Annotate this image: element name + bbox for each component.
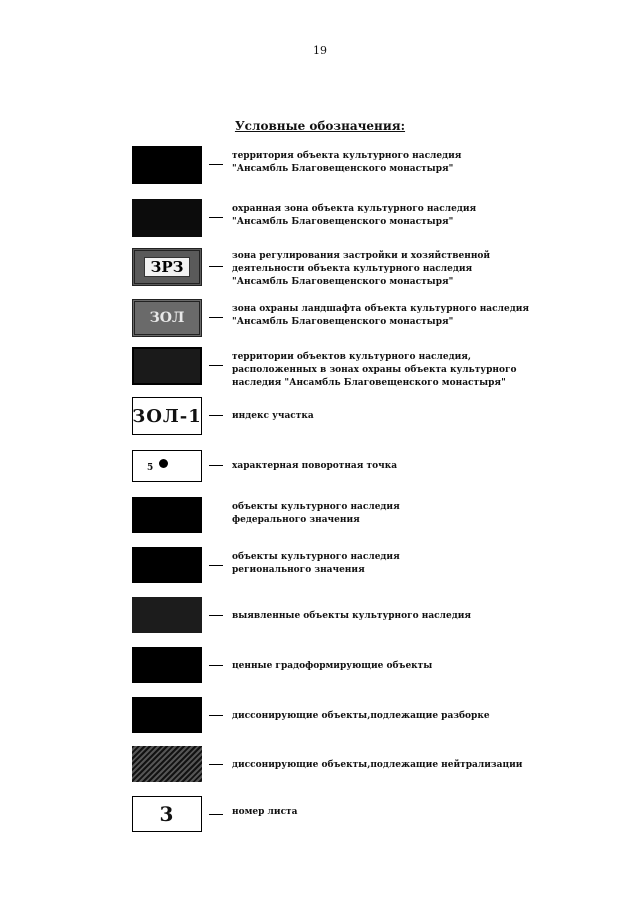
- legend-description: территории объектов культурного наследия, расположенных в зонах охраны объекта культурного наследия "Ансамбль Благовещенского монастыря": [232, 352, 517, 388]
- legend-description: объекты культурного наследия регионального значения: [232, 552, 400, 575]
- legend-item-dissonant-demolition: [132, 697, 532, 739]
- legend-item-turning-point: [132, 447, 532, 489]
- legend-description: индекс участка: [232, 411, 314, 421]
- legend-swatch-zrz: [132, 248, 202, 286]
- legend-dash: [209, 565, 223, 566]
- legend-item-regional-heritage: [132, 547, 532, 589]
- legend-item-sheet-number: [132, 796, 532, 838]
- legend-dash: [209, 415, 223, 416]
- legend-dash: [209, 465, 223, 466]
- legend-description: зона охраны ландшафта объекта культурного наследия "Ансамбль Благовещенского монастыря": [232, 304, 530, 327]
- legend-swatch-identified: [132, 597, 202, 633]
- legend-description: территория объекта культурного наследия "Ансамбль Благовещенского монастыря": [232, 151, 462, 174]
- legend-swatch-dissonant-demolition: [132, 697, 202, 733]
- legend-swatch-federal: [132, 497, 202, 533]
- plot-index-label: ЗОЛ-1: [132, 405, 202, 427]
- legend-dash: [209, 266, 223, 267]
- legend-title: Условные обозначения:: [234, 119, 406, 133]
- legend-dash: [209, 764, 223, 765]
- legend-swatch-valuable: [132, 647, 202, 683]
- legend-dash: [209, 217, 223, 218]
- legend-description: выявленные объекты культурного наследия: [232, 611, 472, 621]
- legend-swatch-plot-index: [132, 397, 202, 435]
- legend-item-protection-zone: [132, 199, 532, 241]
- legend-description: диссонирующие объекты,подлежащие разборке: [232, 711, 490, 721]
- legend-description: объекты культурного наследия федерального значения: [232, 502, 400, 525]
- page-number: 19: [313, 44, 327, 57]
- legend-description: характерная поворотная точка: [232, 461, 398, 471]
- legend-swatch-black: [132, 146, 202, 184]
- legend-description: охранная зона объекта культурного наследия "Ансамбль Благовещенского монастыря": [232, 204, 477, 227]
- legend-dash: [209, 814, 223, 815]
- legend-swatch-zol: [132, 299, 202, 337]
- legend-swatch-dark-outline: [132, 347, 202, 385]
- legend-item-valuable-objects: [132, 647, 532, 689]
- point-number: 5: [147, 463, 154, 473]
- legend-description: номер листа: [232, 807, 298, 817]
- legend-item-zol: [132, 299, 532, 341]
- legend-dash: [209, 317, 223, 318]
- legend-dash: [209, 715, 223, 716]
- legend-item-identified-heritage: [132, 597, 532, 639]
- legend-swatch-hatched: [132, 746, 202, 782]
- legend-item-zrz: [132, 248, 532, 290]
- zrz-label: ЗРЗ: [144, 257, 191, 277]
- legend-dash: [209, 615, 223, 616]
- legend-description: ценные градоформирующие объекты: [232, 661, 433, 671]
- legend-dash: [209, 365, 223, 366]
- legend-item-monument-territory: [132, 146, 532, 188]
- legend-dash: [209, 665, 223, 666]
- legend-item-federal-heritage: [132, 497, 532, 539]
- zol-label: ЗОЛ: [149, 310, 185, 326]
- legend-item-dissonant-neutralization: [132, 746, 532, 788]
- legend-swatch-regional: [132, 547, 202, 583]
- legend-swatch-sheet-number: [132, 796, 202, 832]
- sheet-number-label: 3: [159, 802, 175, 826]
- legend-description: диссонирующие объекты,подлежащие нейтрализации: [232, 760, 523, 770]
- legend-swatch-turning-point: [132, 450, 202, 482]
- legend-item-plot-index: [132, 397, 532, 439]
- legend-dash: [209, 164, 223, 165]
- legend-swatch-dark: [132, 199, 202, 237]
- legend-description: зона регулирования застройки и хозяйственной деятельности объекта культурного наследия "Ансамбль Благовещенского монастыря": [232, 251, 491, 287]
- legend-item-heritage-in-zones: [132, 347, 532, 389]
- point-dot-icon: [159, 459, 168, 468]
